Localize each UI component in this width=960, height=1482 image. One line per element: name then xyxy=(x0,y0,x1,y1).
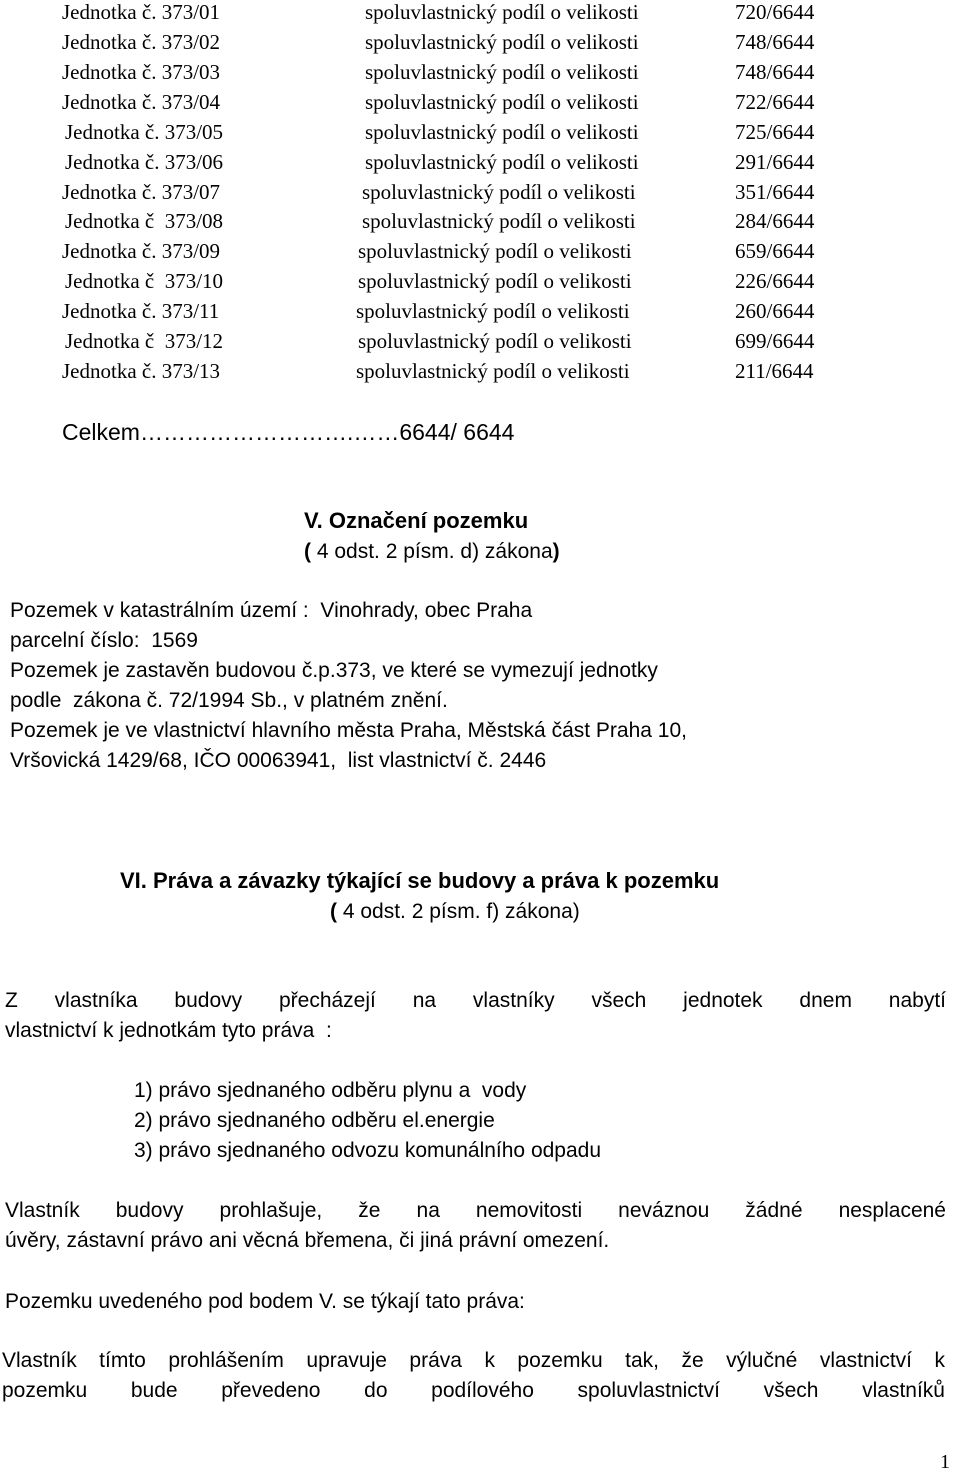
transfer-intro-line-2: vlastnictví k jednotkám tyto práva : xyxy=(5,1019,332,1042)
unit-share-label: spoluvlastnický podíl o velikosti xyxy=(365,90,639,114)
section-5-title: V. Označení pozemku xyxy=(304,508,529,533)
unit-row xyxy=(0,122,960,152)
unit-share-value: 659/6644 xyxy=(735,239,815,263)
section-6-title: VI. Práva a závazky týkající se budovy a práva k pozemku xyxy=(120,868,720,893)
land-law-line: podle zákona č. 72/1994 Sb., v platném znění. xyxy=(10,689,448,712)
unit-label: Jednotka č. 373/09 xyxy=(62,239,221,263)
list-item: 3) právo sjednaného odvozu komunálního odpadu xyxy=(134,1139,602,1162)
unit-share-label: spoluvlastnický podíl o velikosti xyxy=(365,30,639,54)
paren-close: ) xyxy=(552,540,560,563)
unit-share-value: 260/6644 xyxy=(735,299,815,323)
unit-label: Jednotka č 373/08 xyxy=(65,209,224,233)
unit-share-value: 211/6644 xyxy=(735,359,814,383)
unit-label: Jednotka č. 373/07 xyxy=(62,180,221,204)
unit-share-value: 226/6644 xyxy=(735,269,815,293)
land-cadastral-line: Pozemek v katastrálním území : Vinohrady, obec Praha xyxy=(10,599,533,622)
unit-share-value: 748/6644 xyxy=(735,30,815,54)
page-number: 1 xyxy=(940,1451,950,1473)
unit-label: Jednotka č. 373/02 xyxy=(62,30,221,54)
section-6-subtitle xyxy=(330,901,580,922)
unit-row xyxy=(0,32,960,62)
declaration-line-2: úvěry, zástavní právo ani věcná břemena, či jiná právní omezení. xyxy=(5,1229,610,1252)
unit-share-value: 722/6644 xyxy=(735,90,815,114)
unit-share-label: spoluvlastnický podíl o velikosti xyxy=(365,150,639,174)
unit-share-value: 699/6644 xyxy=(735,329,815,353)
unit-row xyxy=(0,152,960,182)
declaration-line-1: Vlastník budovy prohlašuje, že na nemovitosti neváznou žádné nesplacené xyxy=(5,1199,946,1222)
unit-share-label: spoluvlastnický podíl o velikosti xyxy=(362,209,636,233)
land-parcel-line: parcelní číslo: 1569 xyxy=(10,629,198,652)
paren-open: ( xyxy=(304,540,311,563)
total-line: Celkem……………………….……6644/ 6644 xyxy=(62,419,515,445)
unit-row xyxy=(0,361,960,391)
unit-share-label: spoluvlastnický podíl o velikosti xyxy=(358,329,632,353)
unit-label: Jednotka č. 373/05 xyxy=(65,120,224,144)
unit-label: Jednotka č. 373/01 xyxy=(62,0,221,24)
unit-share-label: spoluvlastnický podíl o velikosti xyxy=(365,0,639,24)
unit-row xyxy=(0,182,960,212)
unit-row xyxy=(0,271,960,301)
land-owner-line: Pozemek je ve vlastnictví hlavního města Praha, Městská část Praha 10, xyxy=(10,719,687,742)
section-5-subtitle-text: 4 odst. 2 písm. d) zákona xyxy=(311,540,553,563)
unit-share-value: 291/6644 xyxy=(735,150,815,174)
unit-share-label: spoluvlastnický podíl o velikosti xyxy=(356,359,630,383)
unit-label: Jednotka č. 373/04 xyxy=(62,90,221,114)
unit-label: Jednotka č. 373/13 xyxy=(62,359,221,383)
unit-row xyxy=(0,241,960,271)
unit-row xyxy=(0,301,960,331)
unit-share-label: spoluvlastnický podíl o velikosti xyxy=(362,180,636,204)
section-6-subtitle-text: 4 odst. 2 písm. f) zákona) xyxy=(337,900,580,923)
unit-label: Jednotka č 373/10 xyxy=(65,269,224,293)
unit-share-value: 725/6644 xyxy=(735,120,815,144)
unit-share-label: spoluvlastnický podíl o velikosti xyxy=(365,60,639,84)
unit-row xyxy=(0,211,960,241)
unit-share-label: spoluvlastnický podíl o velikosti xyxy=(358,269,632,293)
unit-share-label: spoluvlastnický podíl o velikosti xyxy=(356,299,630,323)
unit-share-value: 351/6644 xyxy=(735,180,815,204)
unit-share-label: spoluvlastnický podíl o velikosti xyxy=(358,239,632,263)
section-5-subtitle xyxy=(304,541,560,562)
land-owner-address-line: Vršovická 1429/68, IČO 00063941, list vlastnictví č. 2446 xyxy=(10,749,547,772)
unit-label: Jednotka č. 373/03 xyxy=(62,60,221,84)
unit-share-value: 284/6644 xyxy=(735,209,815,233)
land-ownership-line-2: pozemku bude převedeno do podílového spoluvlastnictví všech vlastníků xyxy=(2,1379,945,1402)
unit-row xyxy=(0,62,960,92)
unit-row xyxy=(0,331,960,361)
land-ownership-line-1: Vlastník tímto prohlášením upravuje práva k pozemku tak, že výlučné vlastnictví k xyxy=(2,1349,945,1372)
paren-open: ( xyxy=(330,900,337,923)
list-item: 1) právo sjednaného odběru plynu a vody xyxy=(134,1079,527,1102)
land-rights-intro: Pozemku uvedeného pod bodem V. se týkají tato práva: xyxy=(5,1290,525,1313)
unit-label: Jednotka č 373/12 xyxy=(65,329,224,353)
unit-share-label: spoluvlastnický podíl o velikosti xyxy=(365,120,639,144)
list-item: 2) právo sjednaného odběru el.energie xyxy=(134,1109,495,1132)
unit-row xyxy=(0,2,960,32)
unit-share-value: 748/6644 xyxy=(735,60,815,84)
transfer-intro-line-1: Z vlastníka budovy přecházejí na vlastníky všech jednotek dnem nabytí xyxy=(5,989,946,1012)
land-building-line: Pozemek je zastavěn budovou č.p.373, ve které se vymezují jednotky xyxy=(10,659,658,682)
unit-share-value: 720/6644 xyxy=(735,0,815,24)
unit-row xyxy=(0,92,960,122)
unit-label: Jednotka č. 373/11 xyxy=(62,299,220,323)
unit-label: Jednotka č. 373/06 xyxy=(65,150,224,174)
